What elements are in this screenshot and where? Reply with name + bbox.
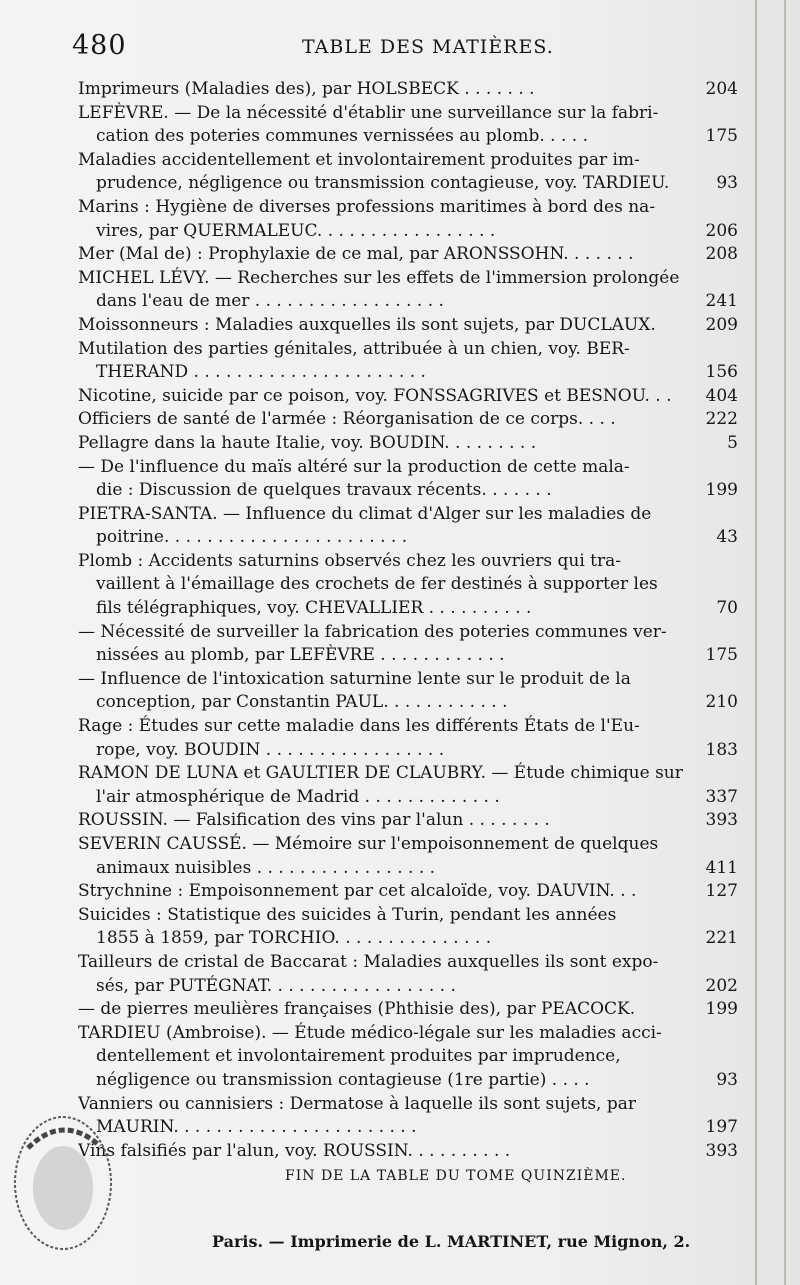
toc-entry — [78, 456, 738, 503]
toc-entry-line: Rage : Études sur cette maladie dans les différents États de l'Eu- — [78, 716, 640, 737]
toc-entry — [78, 196, 738, 243]
toc-entry-line: conception, par Constantin PAUL. . . . . . . . . . . . — [96, 692, 508, 713]
toc-page-number: 337 — [705, 786, 738, 807]
toc-entry — [78, 1140, 738, 1164]
toc-page-number: 204 — [705, 79, 738, 99]
page-header — [72, 30, 762, 70]
toc-entry-line: Officiers de santé de l'armée : Réorganisation de ce corps. . . . — [78, 409, 616, 430]
toc-entry — [78, 833, 738, 880]
toc-entry-line: — de pierres meulières françaises (Phthisie des), par PEACOCK. — [78, 999, 636, 1020]
toc-page-number: 221 — [705, 928, 738, 949]
toc-entry — [78, 809, 738, 833]
toc-page-number: 175 — [705, 645, 738, 666]
toc-entry-line: THERAND . . . . . . . . . . . . . . . . . . . . . . — [96, 362, 426, 383]
toc-entry-line: RAMON DE LUNA et GAULTIER DE CLAUBRY. — Étude chimique sur — [78, 763, 683, 784]
toc-entry-line: SEVERIN CAUSSÉ. — Mémoire sur l'empoisonnement de quelques — [78, 834, 659, 854]
toc-page-number: 70 — [716, 598, 738, 619]
toc-entry-line: dans l'eau de mer . . . . . . . . . . . . . . . . . . — [96, 291, 444, 312]
toc-page-number: 156 — [705, 362, 738, 383]
toc-page-number: 43 — [716, 527, 738, 548]
toc-entry — [78, 314, 738, 338]
toc-entry-line: MICHEL LÉVY. — Recherches sur les effets de l'immersion prolongée — [78, 267, 680, 288]
toc-entry — [78, 668, 738, 715]
toc-entry — [78, 503, 738, 550]
toc-page-number: 411 — [705, 857, 738, 878]
toc-entry-line: Pellagre dans la haute Italie, voy. BOUDIN. . . . . . . . . — [78, 432, 537, 453]
page-edge — [755, 0, 757, 1285]
toc-entry-line: négligence ou transmission contagieuse (1re partie) . . . . — [96, 1069, 590, 1090]
toc-entry-line: dentellement et involontairement produites par imprudence, — [96, 1046, 621, 1067]
toc-page-number: 206 — [705, 220, 738, 241]
toc-page-number: 5 — [727, 432, 738, 453]
toc-entry-line: Mer (Mal de) : Prophylaxie de ce mal, par ARONSSOHN. . . . . . . — [78, 244, 634, 265]
library-stamp — [8, 1108, 118, 1258]
toc-entry — [78, 243, 738, 267]
toc-entry-line: fils télégraphiques, voy. CHEVALLIER . . . . . . . . . . — [96, 598, 532, 619]
toc-entry-line: prudence, négligence ou transmission contagieuse, voy. TARDIEU. — [96, 173, 670, 194]
toc-entry-line: 1855 à 1859, par TORCHIO. . . . . . . . . . . . . . . — [96, 928, 492, 949]
page-number: 480 — [72, 30, 127, 61]
table-of-contents — [78, 78, 738, 1163]
toc-page-number: 222 — [705, 409, 738, 430]
printer-imprint: Paris. — Imprimerie de L. MARTINET, rue Mignon, 2. — [212, 1232, 691, 1251]
toc-page-number: 127 — [705, 881, 738, 902]
toc-entry — [78, 951, 738, 998]
toc-entry-line: Strychnine : Empoisonnement par cet alcaloïde, voy. DAUVIN. . . — [78, 881, 637, 902]
toc-entry-line: Nicotine, suicide par ce poison, voy. FONSSAGRIVES et BESNOU. . . — [78, 385, 672, 406]
toc-entry-line: Imprimeurs (Maladies des), par HOLSBECK . . . . . . . — [78, 79, 535, 99]
toc-entry-line: Moissonneurs : Maladies auxquelles ils sont sujets, par DUCLAUX. — [78, 314, 656, 335]
toc-page-number: 175 — [705, 126, 738, 147]
toc-entry-line: l'air atmosphérique de Madrid . . . . . . . . . . . . . — [96, 786, 500, 807]
toc-entry-line: sés, par PUTÉGNAT. . . . . . . . . . . . . . . . . . — [96, 975, 456, 996]
toc-entry — [78, 550, 738, 621]
toc-entry — [78, 385, 738, 409]
toc-entry-line: rope, voy. BOUDIN . . . . . . . . . . . . . . . . . — [96, 739, 445, 760]
toc-page-number: 393 — [705, 1140, 738, 1161]
toc-entry-line: — Influence de l'intoxication saturnine lente sur le produit de la — [78, 668, 631, 689]
toc-entry-line: Marins : Hygiène de diverses professions maritimes à bord des na- — [78, 196, 656, 217]
toc-entry — [78, 880, 738, 904]
toc-entry-line: Mutilation des parties génitales, attribuée à un chien, voy. BER- — [78, 338, 630, 359]
toc-entry-line: Tailleurs de cristal de Baccarat : Maladies auxquelles ils sont expo- — [78, 951, 659, 972]
toc-entry-line: TARDIEU (Ambroise). — Étude médico-légale sur les maladies acci- — [78, 1022, 662, 1043]
toc-entry-line: animaux nuisibles . . . . . . . . . . . . . . . . . — [96, 857, 436, 878]
toc-entry-line: Vins falsifiés par l'alun, voy. ROUSSIN. . . . . . . . . . — [78, 1140, 511, 1161]
toc-entry — [78, 715, 738, 762]
toc-page-number: 93 — [716, 173, 738, 194]
page-title: TABLE DES MATIÈRES. — [302, 36, 554, 58]
toc-entry — [78, 432, 738, 456]
toc-page-number: 393 — [705, 810, 738, 831]
toc-entry-line: Plomb : Accidents saturnins observés chez les ouvriers qui tra- — [78, 550, 621, 571]
toc-entry — [78, 408, 738, 432]
toc-entry — [78, 267, 738, 314]
toc-entry-line: vires, par QUERMALEUC. . . . . . . . . . . . . . . . . — [96, 220, 496, 241]
toc-entry-line: — De l'influence du maïs altéré sur la production de cette mala- — [78, 456, 630, 477]
toc-entry — [78, 102, 738, 149]
toc-page-number: 199 — [705, 480, 738, 501]
toc-entry-line: ROUSSIN. — Falsification des vins par l'alun . . . . . . . . — [78, 810, 550, 831]
toc-page-number: 202 — [705, 975, 738, 996]
toc-page-number: 209 — [705, 314, 738, 335]
toc-entry — [78, 1022, 738, 1093]
toc-entry-line: PIETRA-SANTA. — Influence du climat d'Alger sur les maladies de — [78, 503, 652, 524]
toc-entry — [78, 338, 738, 385]
toc-page-number: 197 — [705, 1117, 738, 1138]
toc-entry-line: LEFÈVRE. — De la nécessité d'établir une surveillance sur la fabri- — [78, 102, 659, 123]
toc-entry — [78, 998, 738, 1022]
toc-page-number: 183 — [705, 739, 738, 760]
toc-entry-line: die : Discussion de quelques travaux récents. . . . . . . — [96, 480, 552, 501]
page-edge — [784, 0, 786, 1285]
toc-entry-line: cation des poteries communes vernissées au plomb. . . . . — [96, 126, 588, 147]
toc-page-number: 241 — [705, 291, 738, 312]
toc-entry — [78, 621, 738, 668]
toc-entry-line: vaillent à l'émaillage des crochets de fer destinés à supporter les — [96, 574, 658, 595]
toc-page-number: 199 — [705, 999, 738, 1020]
toc-page-number: 210 — [705, 692, 738, 713]
toc-entry-line: Vanniers ou cannisiers : Dermatose à laquelle ils sont sujets, par — [78, 1093, 637, 1114]
toc-entry-line: MAURIN. . . . . . . . . . . . . . . . . . . . . . . — [96, 1117, 417, 1138]
toc-page-number: 404 — [705, 385, 738, 406]
end-note: FIN DE LA TABLE DU TOME QUINZIÈME. — [285, 1168, 627, 1184]
toc-entry-line: Suicides : Statistique des suicides à Turin, pendant les années — [78, 904, 617, 925]
toc-page-number: 208 — [705, 244, 738, 265]
toc-entry — [78, 904, 738, 951]
toc-entry-line: Maladies accidentellement et involontairement produites par im- — [78, 149, 640, 170]
toc-entry-line: nissées au plomb, par LEFÈVRE . . . . . . . . . . . . — [96, 645, 505, 666]
toc-entry-line: — Nécessité de surveiller la fabrication des poteries communes ver- — [78, 621, 667, 642]
toc-page-number: 93 — [716, 1069, 738, 1090]
toc-entry — [78, 149, 738, 196]
toc-entry — [78, 78, 738, 102]
toc-entry — [78, 1093, 738, 1140]
toc-entry — [78, 762, 738, 809]
toc-entry-line: poitrine. . . . . . . . . . . . . . . . . . . . . . . — [96, 527, 408, 548]
